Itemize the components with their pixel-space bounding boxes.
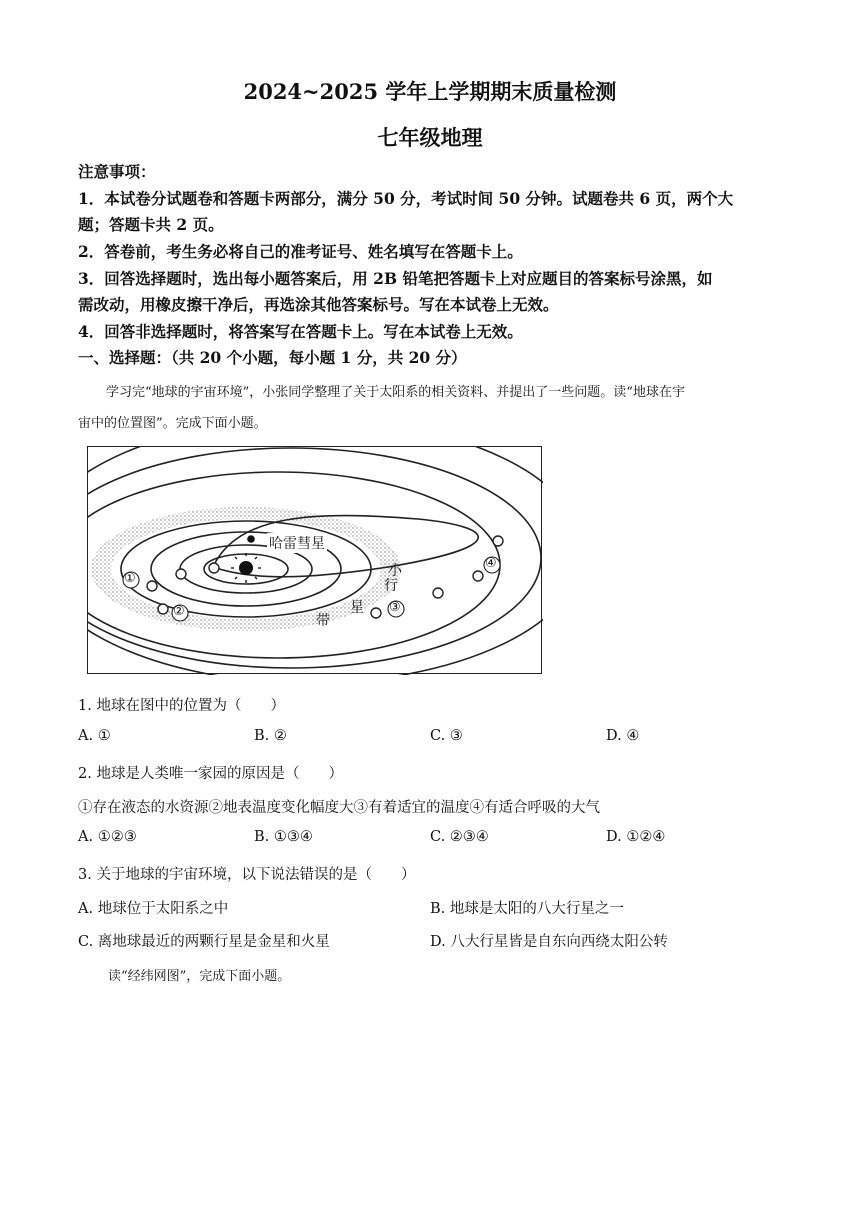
q1-option-a[interactable]: A. ① bbox=[78, 728, 111, 744]
planet-marker bbox=[493, 536, 503, 546]
belt-char-2: 行 bbox=[384, 578, 398, 594]
comet-label: 哈雷彗星 bbox=[267, 533, 327, 553]
q3-option-a[interactable]: A. 地球位于太阳系之中 bbox=[78, 901, 229, 917]
notice-item-4: 4．回答非选择题时，将答案写在答题卡上。写在本试卷上无效。 bbox=[78, 322, 523, 341]
asteroid-belt bbox=[88, 447, 543, 675]
q1-option-d[interactable]: D. ④ bbox=[606, 728, 640, 744]
question-1-stem: 1. 地球在图中的位置为（ ） bbox=[78, 698, 285, 714]
question-2-stem: 2. 地球是人类唯一家园的原因是（ ） bbox=[78, 766, 343, 782]
q1-option-b[interactable]: B. ② bbox=[254, 728, 287, 744]
belt-char-3: 星 bbox=[350, 600, 364, 616]
planet-marker bbox=[158, 604, 168, 614]
q2-option-c[interactable]: C. ②③④ bbox=[430, 829, 489, 845]
q2-option-d[interactable]: D. ①②④ bbox=[606, 829, 666, 845]
halley-comet-dot bbox=[247, 535, 255, 543]
exam-title: 2024~2025 学年上学期期末质量检测 bbox=[243, 79, 617, 104]
next-section-intro: 读“经纬网图”，完成下面小题。 bbox=[108, 969, 291, 984]
marker-1: ① bbox=[124, 571, 136, 586]
q2-option-a[interactable]: A. ①②③ bbox=[78, 829, 137, 845]
belt-char-1: 小 bbox=[388, 563, 402, 579]
q3-option-b[interactable]: B. 地球是太阳的八大行星之一 bbox=[430, 901, 624, 917]
q1-option-c[interactable]: C. ③ bbox=[430, 728, 463, 744]
notice-heading: 注意事项： bbox=[78, 162, 156, 181]
notice-item-3-cont: 需改动，用橡皮擦干净后，再选涂其他答案标号。写在本试卷上无效。 bbox=[78, 295, 559, 314]
planet-marker bbox=[371, 608, 381, 618]
marker-2: ② bbox=[173, 604, 185, 619]
belt-char-4: 带 bbox=[316, 613, 330, 629]
solar-system-figure bbox=[87, 446, 542, 674]
notice-item-1-cont: 题；答题卡共 2 页。 bbox=[78, 215, 224, 234]
sun-icon bbox=[239, 561, 253, 575]
exam-subtitle: 七年级地理 bbox=[377, 125, 483, 150]
q3-option-d[interactable]: D. 八大行星皆是自东向西绕太阳公转 bbox=[430, 934, 668, 950]
planet-marker bbox=[209, 563, 219, 573]
section-heading: 一、选择题：（共 20 个小题，每小题 1 分，共 20 分） bbox=[78, 348, 467, 367]
marker-3: ③ bbox=[389, 600, 401, 615]
planet-marker bbox=[147, 581, 157, 591]
notice-item-3: 3．回答选择题时，选出每小题答案后，用 2B 铅笔把答题卡上对应题目的答案标号涂黑，如 bbox=[78, 269, 713, 288]
notice-item-2: 2．答卷前，考生务必将自己的准考证号、姓名填写在答题卡上。 bbox=[78, 242, 523, 261]
planet-marker bbox=[473, 571, 483, 581]
marker-4: ④ bbox=[485, 556, 497, 571]
solar-system-diagram bbox=[88, 447, 543, 675]
planet-marker bbox=[176, 569, 186, 579]
intro-text-line2: 宙中的位置图”。完成下面小题。 bbox=[78, 416, 267, 431]
intro-text-line1: 学习完“地球的宇宙环境”，小张同学整理了关于太阳系的相关资料、并提出了一些问题。读“地球在宇 bbox=[106, 385, 685, 400]
notice-item-1: 1．本试卷分试题卷和答题卡两部分，满分 50 分，考试时间 50 分钟。试题卷共 6 页，两个大 bbox=[78, 189, 734, 208]
planet-marker bbox=[433, 588, 443, 598]
question-3-stem: 3. 关于地球的宇宙环境，以下说法错误的是（ ） bbox=[78, 867, 416, 883]
q2-option-b[interactable]: B. ①③④ bbox=[254, 829, 313, 845]
question-2-statement: ①存在液态的水资源②地表温度变化幅度大③有着适宜的温度④有适合呼吸的大气 bbox=[78, 800, 600, 816]
q3-option-c[interactable]: C. 离地球最近的两颗行星是金星和火星 bbox=[78, 934, 330, 950]
